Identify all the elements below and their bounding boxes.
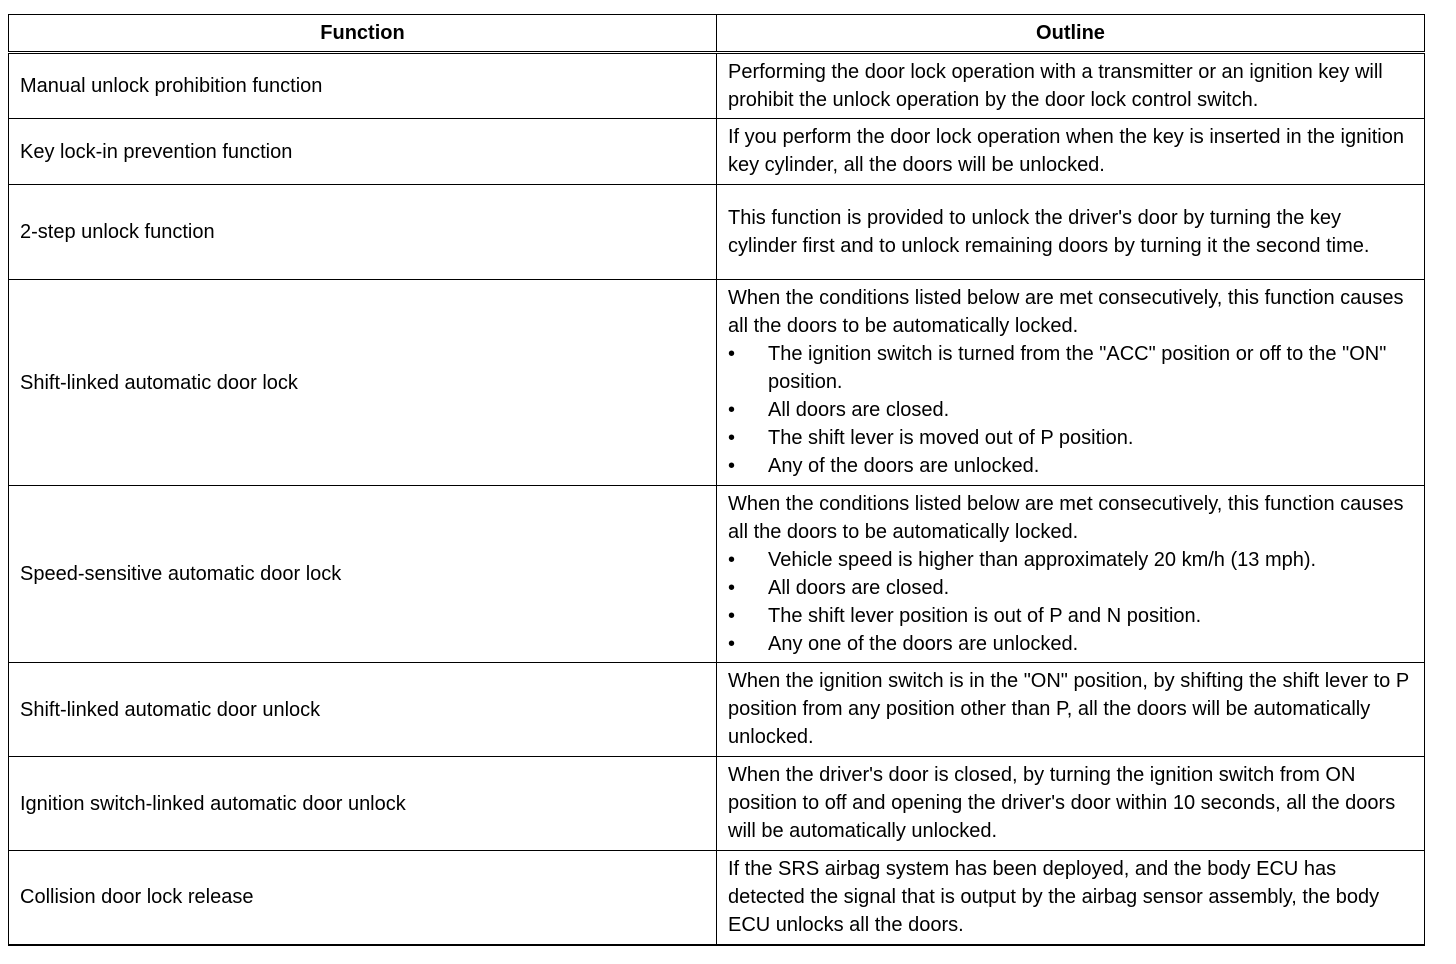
table-row: [9, 280, 1425, 486]
function-cell: Manual unlock prohibition function: [9, 53, 717, 119]
list-item-text: All doors are closed.: [768, 576, 950, 599]
list-item-text: The shift lever position is out of P and N position.: [768, 604, 1202, 627]
table-row: [9, 53, 1425, 119]
list-item: [728, 602, 1413, 630]
list-item-text: Any of the doors are unlocked.: [768, 455, 1040, 477]
outline-cell: [717, 53, 1425, 119]
bullet-glyph: •: [728, 455, 736, 477]
outline-text: If you perform the door lock operation when the key is inserted in the ignition key cylinder, all the doors will be unlocked.: [728, 126, 1404, 176]
outline-cell: [717, 280, 1425, 486]
outline-cell: [717, 851, 1425, 945]
bullet-glyph: •: [728, 343, 736, 365]
header-function: Function: [9, 15, 717, 53]
list-item: [728, 546, 1413, 574]
outline-text: Performing the door lock operation with a transmitter or an ignition key will prohibit the unlock operation by the door lock control switch.: [728, 60, 1383, 111]
bullet-glyph: •: [728, 399, 736, 421]
function-cell: Key lock-in prevention function: [9, 119, 717, 185]
list-item: [728, 630, 1413, 658]
function-cell: Collision door lock release: [9, 851, 717, 945]
list-item-text: Vehicle speed is higher than approximately 20 km/h (13 mph).: [768, 548, 1317, 571]
table-row: [9, 486, 1425, 663]
function-cell: Shift-linked automatic door lock: [9, 280, 717, 486]
table-row: [9, 663, 1425, 757]
bullet-glyph: •: [728, 576, 736, 599]
list-item: [728, 452, 1413, 480]
outline-text: When the ignition switch is in the "ON" position, by shifting the shift lever to P position from any position other than P, all the doors will be automatically unlocked.: [728, 670, 1409, 748]
outline-cell: [717, 185, 1425, 280]
function-outline-table-container: [8, 14, 1424, 946]
outline-text: When the conditions listed below are met consecutively, this function causes all the doors to be automatically locked.: [728, 287, 1404, 337]
table-header: [9, 15, 1425, 53]
function-cell: Speed-sensitive automatic door lock: [9, 486, 717, 663]
header-outline: Outline: [717, 15, 1425, 53]
function-cell: Ignition switch-linked automatic door unlock: [9, 757, 717, 851]
table-row: [9, 119, 1425, 185]
outline-cell: [717, 757, 1425, 851]
list-item: [728, 574, 1413, 602]
outline-cell: [717, 119, 1425, 185]
table-body: [9, 53, 1425, 945]
list-item-text: All doors are closed.: [768, 399, 950, 421]
table-row: [9, 185, 1425, 280]
list-item-text: Any one of the doors are unlocked.: [768, 632, 1079, 655]
outline-text: When the conditions listed below are met consecutively, this function causes all the doors to be automatically locked.: [728, 492, 1404, 543]
header-row: [9, 15, 1425, 53]
list-item: [728, 396, 1413, 424]
condition-list: [728, 546, 1413, 658]
outline-text: If the SRS airbag system has been deployed, and the body ECU has detected the signal that is output by the airbag sensor assembly, the body ECU unlocks all the doors.: [728, 857, 1380, 936]
function-cell: 2-step unlock function: [9, 185, 717, 280]
table-row: [9, 851, 1425, 945]
outline-cell: [717, 663, 1425, 757]
list-item: [728, 424, 1413, 452]
bullet-glyph: •: [728, 604, 736, 627]
bullet-glyph: •: [728, 632, 736, 655]
table-row: [9, 757, 1425, 851]
condition-list: [728, 340, 1413, 480]
function-cell: Shift-linked automatic door unlock: [9, 663, 717, 757]
list-item-text: The shift lever is moved out of P position.: [768, 427, 1134, 449]
bullet-glyph: •: [728, 548, 736, 571]
outline-text: This function is provided to unlock the driver's door by turning the key cylinder first and to unlock remaining doors by turning it the second time.: [728, 206, 1370, 257]
bullet-glyph: •: [728, 427, 736, 449]
outline-cell: [717, 486, 1425, 663]
list-item-text: The ignition switch is turned from the "ACC" position or off to the "ON" position.: [768, 343, 1387, 393]
outline-text: When the driver's door is closed, by turning the ignition switch from ON position to off and opening the driver's door within 10 seconds, all the doors will be automatically unlocked.: [728, 764, 1396, 842]
list-item: [728, 340, 1413, 396]
function-outline-table: [8, 14, 1425, 946]
